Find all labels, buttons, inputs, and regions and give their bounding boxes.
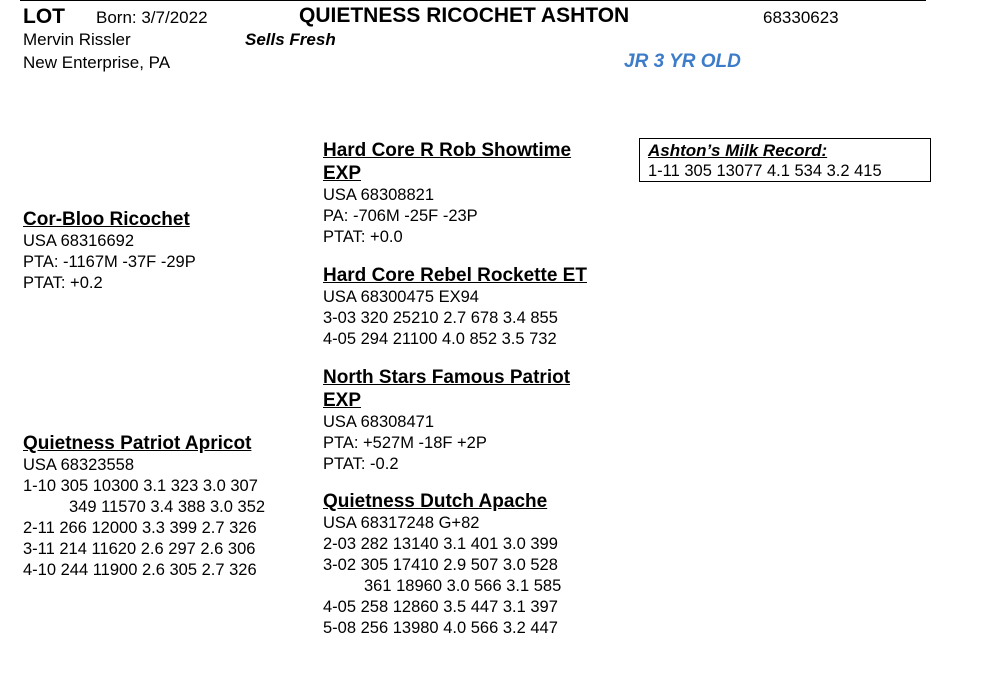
dams-sire-ptat: PTAT: -0.2 xyxy=(323,455,399,473)
dams-dam-record: 361 18960 3.0 566 3.1 585 xyxy=(364,577,562,595)
sire-block xyxy=(23,208,196,294)
dams-dam-block xyxy=(323,490,561,639)
dams-sire-name-suffix: EXP xyxy=(323,390,362,411)
dam-record: 4-10 244 11900 2.6 305 2.7 326 xyxy=(23,561,257,579)
milk-record-line: 1-11 305 13077 4.1 534 3.2 415 xyxy=(648,162,882,180)
sire-reg: USA 68316692 xyxy=(23,232,135,250)
sires-dam-name: Hard Core Rebel Rockette ET xyxy=(323,265,587,286)
dams-dam-reg: USA 68317248 G+82 xyxy=(323,514,480,532)
dams-sire-pta: PTA: +527M -18F +2P xyxy=(323,434,487,452)
dam-record: 1-10 305 10300 3.1 323 3.0 307 xyxy=(23,477,258,495)
dam-reg: USA 68323558 xyxy=(23,456,135,474)
birth-date: Born: 3/7/2022 xyxy=(96,8,208,27)
milk-record-box xyxy=(639,138,931,182)
dams-dam-record: 5-08 256 13980 4.0 566 3.2 447 xyxy=(323,619,558,637)
breeder-name: Mervin Rissler xyxy=(23,30,131,49)
sires-sire-block xyxy=(323,139,571,248)
sires-sire-name: Hard Core R Rob Showtime xyxy=(323,140,572,161)
dams-sire-name: North Stars Famous Patriot xyxy=(323,367,571,388)
sells-status: Sells Fresh xyxy=(245,30,336,49)
top-rule xyxy=(20,0,926,1)
dams-dam-record: 3-02 305 17410 2.9 507 3.0 528 xyxy=(323,556,558,574)
dam-record: 2-11 266 12000 3.3 399 2.7 326 xyxy=(23,519,257,537)
sires-sire-name-suffix: EXP xyxy=(323,163,362,184)
sires-dam-block xyxy=(323,264,587,350)
animal-name: QUIETNESS RICOCHET ASHTON xyxy=(299,4,630,27)
dams-sire-reg: USA 68308471 xyxy=(323,413,435,431)
dams-sire-block xyxy=(323,366,570,475)
dams-dam-name: Quietness Dutch Apache xyxy=(323,491,548,512)
age-class: JR 3 YR OLD xyxy=(624,51,741,72)
breeder-location: New Enterprise, PA xyxy=(23,53,171,72)
sires-dam-reg: USA 68300475 EX94 xyxy=(323,288,479,306)
dam-block xyxy=(23,432,265,581)
dams-dam-record: 2-03 282 13140 3.1 401 3.0 399 xyxy=(323,535,558,553)
dam-record: 3-11 214 11620 2.6 297 2.6 306 xyxy=(23,540,256,558)
sire-ptat: PTAT: +0.2 xyxy=(23,274,103,292)
sires-dam-record: 3-03 320 25210 2.7 678 3.4 855 xyxy=(323,309,558,327)
sires-dam-record: 4-05 294 21100 4.0 852 3.5 732 xyxy=(323,330,557,348)
sires-sire-ptat: PTAT: +0.0 xyxy=(323,228,403,246)
dam-record: 349 11570 3.4 388 3.0 352 xyxy=(69,498,266,516)
milk-record-title: Ashton’s Milk Record: xyxy=(648,141,828,160)
registration-number: 68330623 xyxy=(763,8,839,27)
dams-dam-record: 4-05 258 12860 3.5 447 3.1 397 xyxy=(323,598,558,616)
sires-sire-pa: PA: -706M -25F -23P xyxy=(323,207,478,225)
dam-name: Quietness Patriot Apricot xyxy=(23,433,252,454)
sires-sire-reg: USA 68308821 xyxy=(323,186,435,204)
sire-pta: PTA: -1167M -37F -29P xyxy=(23,253,196,271)
lot-label: LOT xyxy=(23,5,65,28)
sire-name: Cor-Bloo Ricochet xyxy=(23,209,190,230)
